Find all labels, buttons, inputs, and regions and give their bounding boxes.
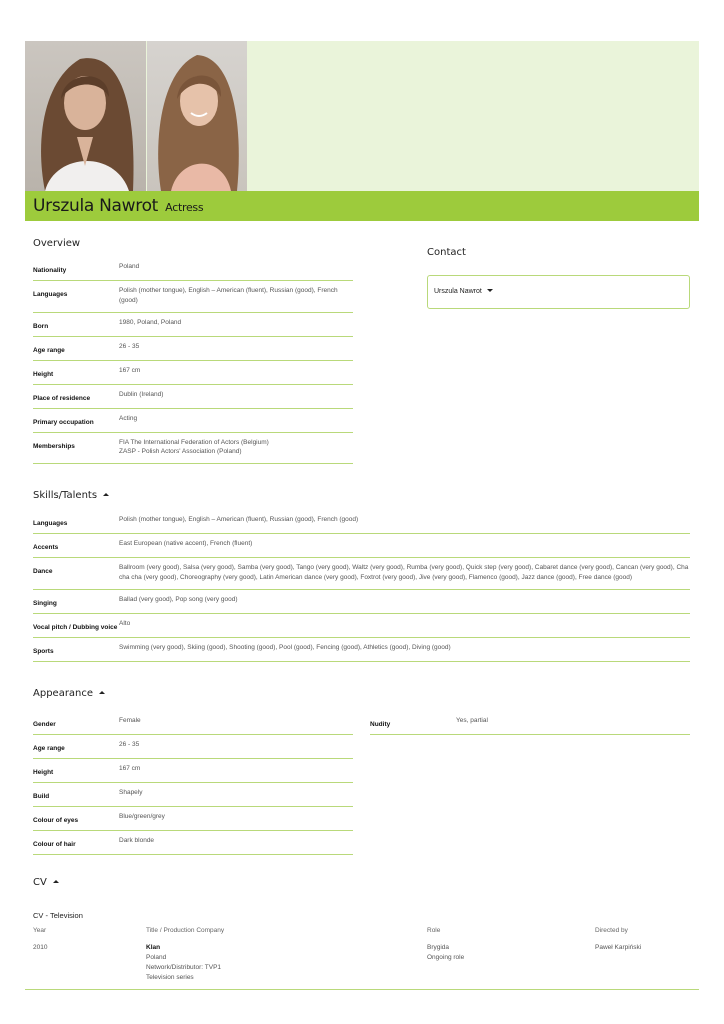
cv-col-director: Directed by [595,927,628,934]
table-row [33,590,690,614]
overview-table [33,257,353,464]
row-value-line: Polish (mother tongue), English – American (fluent), Russian (good), French (good) [119,287,338,304]
table-row [33,807,353,831]
row-value-line: 26 - 35 [119,342,140,350]
profile-page [25,41,699,991]
cv-col-role: Role [427,927,441,934]
table-row [33,385,353,409]
profile-photo-1[interactable] [25,41,146,191]
table-row [33,361,353,385]
cv-title[interactable]: Klan [146,944,161,951]
table-row [33,510,690,534]
actor-name-text: Urszula Nawrot [33,196,159,216]
chevron-up-icon [99,691,105,694]
cv-role-cell [427,943,464,963]
chevron-down-icon [487,289,493,292]
cv-role-type: Ongoing role [427,954,465,961]
row-label: Height [33,769,54,776]
appearance-heading-text: Appearance [33,688,94,699]
row-label: Build [33,793,50,800]
row-value: Alto [119,619,131,627]
contact-name: Urszula Nawrot [434,288,482,295]
table-row [33,638,690,662]
row-label: Languages [33,520,68,527]
appearance-table-left [33,711,353,855]
row-value [119,390,353,402]
row-value-line: Dublin (Ireland) [119,390,164,398]
table-row [33,313,353,337]
row-value-line: Poland [119,263,140,270]
row-value: Dark blonde [119,837,155,844]
row-value: Ballad (very good), Pop song (very good) [119,595,238,603]
row-value [119,286,353,306]
row-value [119,318,353,330]
table-row [33,281,353,313]
overview-heading: Overview [33,238,81,249]
row-label: Vocal pitch / Dubbing voice [33,623,118,631]
cv-col-year: Year [33,927,47,934]
row-value: Blue/green/grey [119,813,165,820]
row-label: Age range [33,346,65,354]
row-label: Nationality [33,267,67,274]
row-value: Polish (mother tongue), English – American (fluent), Russian (good), French (good) [119,516,359,523]
row-label: Born [33,322,49,330]
table-row [370,711,690,735]
chevron-up-icon [103,493,109,496]
row-value: Shapely [119,789,143,796]
table-row [33,614,690,638]
table-row [33,735,353,759]
row-label: Accents [33,544,59,551]
row-label: Colour of eyes [33,817,79,824]
cv-director: Paweł Karpiński [595,944,642,951]
bottom-divider [25,989,699,990]
actor-name [33,196,203,216]
row-label: Sports [33,647,54,655]
row-value: Female [119,717,141,724]
row-value [119,342,353,354]
name-bar [25,191,699,221]
actor-role: Actress [165,201,204,214]
row-value [119,366,353,378]
cv-year: 2010 [33,944,48,951]
table-row [33,831,353,855]
table-row [33,558,690,590]
row-label: Primary occupation [33,418,94,426]
table-row [33,257,353,281]
cv-col-title: Title / Production Company [146,927,225,934]
row-value [119,262,353,274]
profile-photo-2[interactable] [147,41,247,191]
row-label: Colour of hair [33,841,76,848]
cv-heading[interactable] [33,877,59,888]
skills-heading-text: Skills/Talents [33,490,98,501]
row-label: Languages [33,291,68,298]
row-value: 167 cm [119,765,141,772]
row-label: Nudity [370,721,391,728]
row-label: Gender [33,721,56,728]
row-value-line: 1980, Poland, Poland [119,318,182,326]
row-label: Memberships [33,442,75,450]
table-row [33,534,690,558]
row-value-line: 167 cm [119,366,141,374]
row-value: Yes, partial [456,717,488,724]
cv-detail-network: Network/Distributor: TVP1 [146,964,222,971]
cv-detail-country: Poland [146,954,167,961]
table-row [33,783,353,807]
row-label: Dance [33,568,53,575]
contact-dropdown[interactable] [434,288,493,295]
cv-title-cell [146,943,221,983]
row-value: 26 - 35 [119,741,140,748]
chevron-up-icon [53,880,59,883]
cv-heading-text: CV [33,877,47,888]
row-label: Age range [33,745,65,752]
table-row [33,711,353,735]
row-value: Ballroom (very good), Salsa (very good), Samba (very good), Tango (very good), Waltz (very good), Rumba (very good), Quick step (very good), Cabaret dance (very good), Cancan (very good), Cha cha cha (very good), Choreography (very good), Latin American dance (very good), Foxtrot (very good), Jive (very good), Flamenco (good), Jazz dance (good), Free dance (good) [119,564,689,581]
row-value-line: FIA The International Federation of Actors (Belgium) [119,438,269,446]
contact-box[interactable] [427,275,690,309]
row-label: Height [33,370,54,378]
row-value: East European (native accent), French (fluent) [119,540,253,547]
row-value-line: ZASP - Polish Actors' Association (Poland) [119,448,242,456]
table-row [33,337,353,361]
skills-heading[interactable] [33,490,109,501]
hero-banner [25,41,699,191]
cv-subheading: CV - Television [33,911,83,920]
row-value [119,438,353,458]
cv-role: Brygida [427,944,450,951]
contact-heading: Contact [427,247,466,258]
skills-table [33,510,690,662]
appearance-heading[interactable] [33,688,105,699]
row-label: Singing [33,599,57,607]
row-value [119,414,353,426]
table-row [33,409,353,433]
row-value: Swimming (very good), Skiing (good), Shooting (good), Pool (good), Fencing (good), Athletics (good), Diving (good) [119,643,451,651]
table-row [33,433,353,465]
appearance-table-right [370,711,690,735]
table-row [33,759,353,783]
row-label: Place of residence [33,394,91,402]
cv-detail-type: Television series [146,974,194,981]
row-value-line: Acting [119,414,138,422]
